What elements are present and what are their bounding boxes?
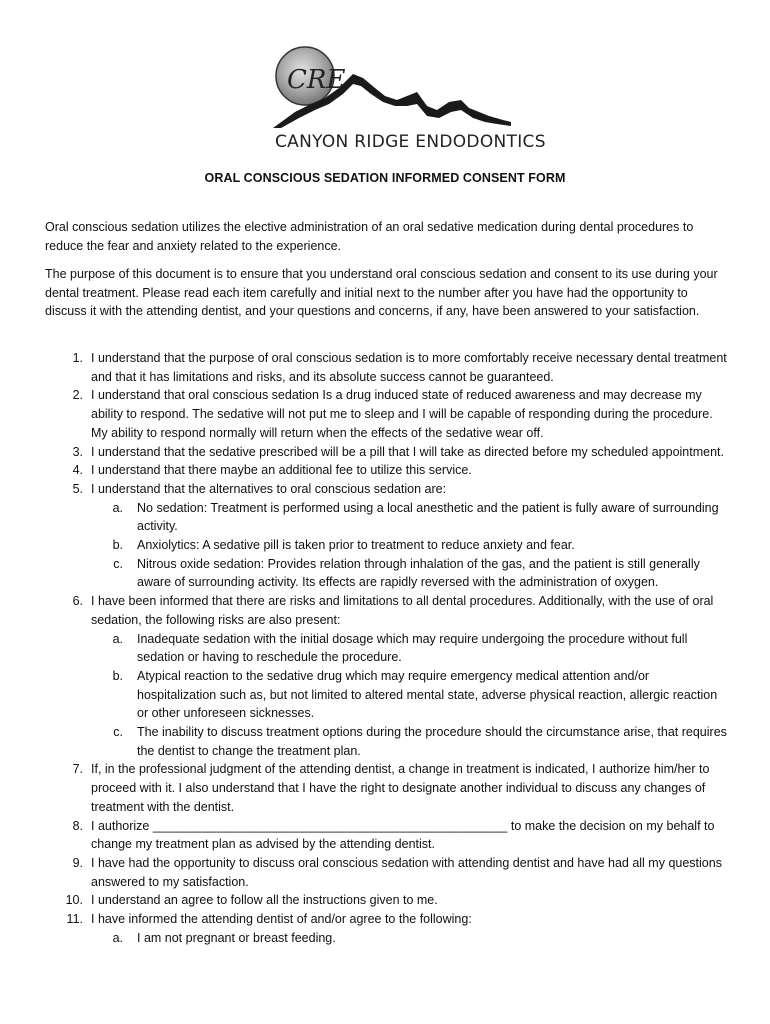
- item-number: 2.: [72, 388, 83, 403]
- consent-item: [45, 443, 730, 462]
- item-number: 5.: [72, 481, 83, 496]
- item-text: I understand that oral conscious sedation Is a drug induced state of reduced awareness and may decrease my ability to respond. The sedative will not put me to sleep and I will be capable of responding during the procedure. My ability to respond normally will return when the effects of the sedative wear off.: [91, 388, 713, 440]
- item-number: 11.: [66, 912, 83, 927]
- subitem-text: I am not pregnant or breast feeding.: [137, 930, 336, 945]
- consent-item: [45, 891, 730, 910]
- consent-subitem: [91, 723, 730, 760]
- item-number: 6.: [72, 594, 83, 609]
- subitem-text: Inadequate sedation with the initial dosage which may require undergoing the procedure without full sedation or having to reschedule the procedure.: [137, 631, 688, 665]
- mountain-logo-graphic: [265, 36, 515, 136]
- consent-subitem: [91, 630, 730, 667]
- subitem-letter: a.: [112, 631, 123, 646]
- item-text: I understand that the purpose of oral conscious sedation is to more comfortably receive necessary dental treatment and that it has limitations and risks, and its absolute success cannot be guaranteed.: [91, 351, 727, 384]
- intro-paragraph: Oral conscious sedation utilizes the elective administration of an oral sedative medication during dental procedures to reduce the fear and anxiety related to the experience.: [45, 220, 694, 253]
- item-number: 10.: [65, 893, 83, 908]
- item-text: I understand that there maybe an additional fee to utilize this service.: [91, 463, 472, 478]
- consent-item: [45, 760, 730, 816]
- consent-item: [45, 592, 730, 629]
- item-number: 8.: [72, 818, 83, 833]
- item-number: 9.: [72, 855, 83, 870]
- consent-item: [45, 349, 730, 386]
- item-text: If, in the professional judgment of the attending dentist, a change in treatment is indicated, I authorize him/her to proceed with it. I also understand that I have the right to designate another individual to discuss any changes of treatment with the dentist.: [91, 762, 710, 814]
- item-number: 4.: [72, 463, 83, 478]
- item-text: I have had the opportunity to discuss oral conscious sedation with attending dentist and have had all my questions answered to my satisfaction.: [91, 855, 722, 889]
- item-text: I understand that the alternatives to oral conscious sedation are:: [91, 481, 447, 496]
- subitem-text: Nitrous oxide sedation: Provides relation through inhalation of the gas, and the patient is still generally aware of surrounding activity. Its effects are rapidly reversed with the administration of oxygen.: [137, 556, 700, 590]
- subitem-letter: c.: [113, 725, 123, 740]
- subitem-text: Anxiolytics: A sedative pill is taken prior to treatment to reduce anxiety and fear.: [137, 538, 575, 553]
- consent-subitem: [91, 536, 730, 555]
- logo-practice-name: CANYON RIDGE ENDODONTICS: [275, 132, 546, 152]
- consent-subitem: [91, 499, 730, 536]
- consent-item: [45, 480, 730, 499]
- consent-item: [45, 817, 730, 854]
- consent-subitem: [91, 555, 730, 592]
- consent-subitem: [91, 667, 730, 723]
- subitem-text: No sedation: Treatment is performed using a local anesthetic and the patient is fully aware of surrounding activity.: [137, 500, 719, 534]
- consent-items-list: [45, 349, 730, 948]
- subitem-text: The inability to discuss treatment options during the procedure should the circumstance arise, that requires the dentist to change the treatment plan.: [137, 725, 727, 758]
- subitem-letter: c.: [113, 556, 123, 571]
- item-text: I understand that the sedative prescribed will be a pill that I will take as directed before my scheduled appointment.: [91, 444, 724, 459]
- subitem-letter: b.: [112, 538, 123, 553]
- consent-item: [45, 854, 730, 891]
- purpose-paragraph: The purpose of this document is to ensure that you understand oral conscious sedation and consent to its use during your dental treatment. Please read each item carefully and initial next to the number after you have had the opportunity to discuss it with the attending dentist, and your questions and concerns, if any, have been answered to your satisfaction.: [45, 267, 718, 318]
- item-number: 7.: [72, 762, 83, 777]
- item-text: I understand an agree to follow all the instructions given to me.: [91, 893, 438, 908]
- subitem-letter: a.: [112, 930, 123, 945]
- item-text: I have informed the attending dentist of and/or agree to the following:: [91, 912, 472, 927]
- consent-subitem: [91, 929, 730, 948]
- subitem-text: Atypical reaction to the sedative drug which may require emergency medical attention and/or hospitalization such as, but not limited to altered mental state, adverse physical reaction, allergic reaction or other unforeseen sicknesses.: [137, 668, 718, 721]
- canyon-ridge-logo: [265, 36, 546, 156]
- logo-monogram: CRE: [287, 65, 346, 95]
- consent-item: [45, 386, 730, 442]
- item-number: 1.: [72, 351, 83, 365]
- item-text: I authorize ___________________________________________________ to make the decision on my behalf to change my treatment plan as advised by the attending dentist.: [91, 818, 715, 852]
- form-title: ORAL CONSCIOUS SEDATION INFORMED CONSENT FORM: [204, 171, 566, 185]
- consent-item: [45, 461, 730, 480]
- item-text: I have been informed that there are risks and limitations to all dental procedures. Additionally, with the use of oral sedation, the following risks are also present:: [91, 594, 714, 627]
- consent-item: [45, 910, 730, 929]
- subitem-letter: a.: [112, 500, 123, 515]
- subitem-letter: b.: [112, 668, 123, 683]
- item-number: 3.: [72, 444, 83, 459]
